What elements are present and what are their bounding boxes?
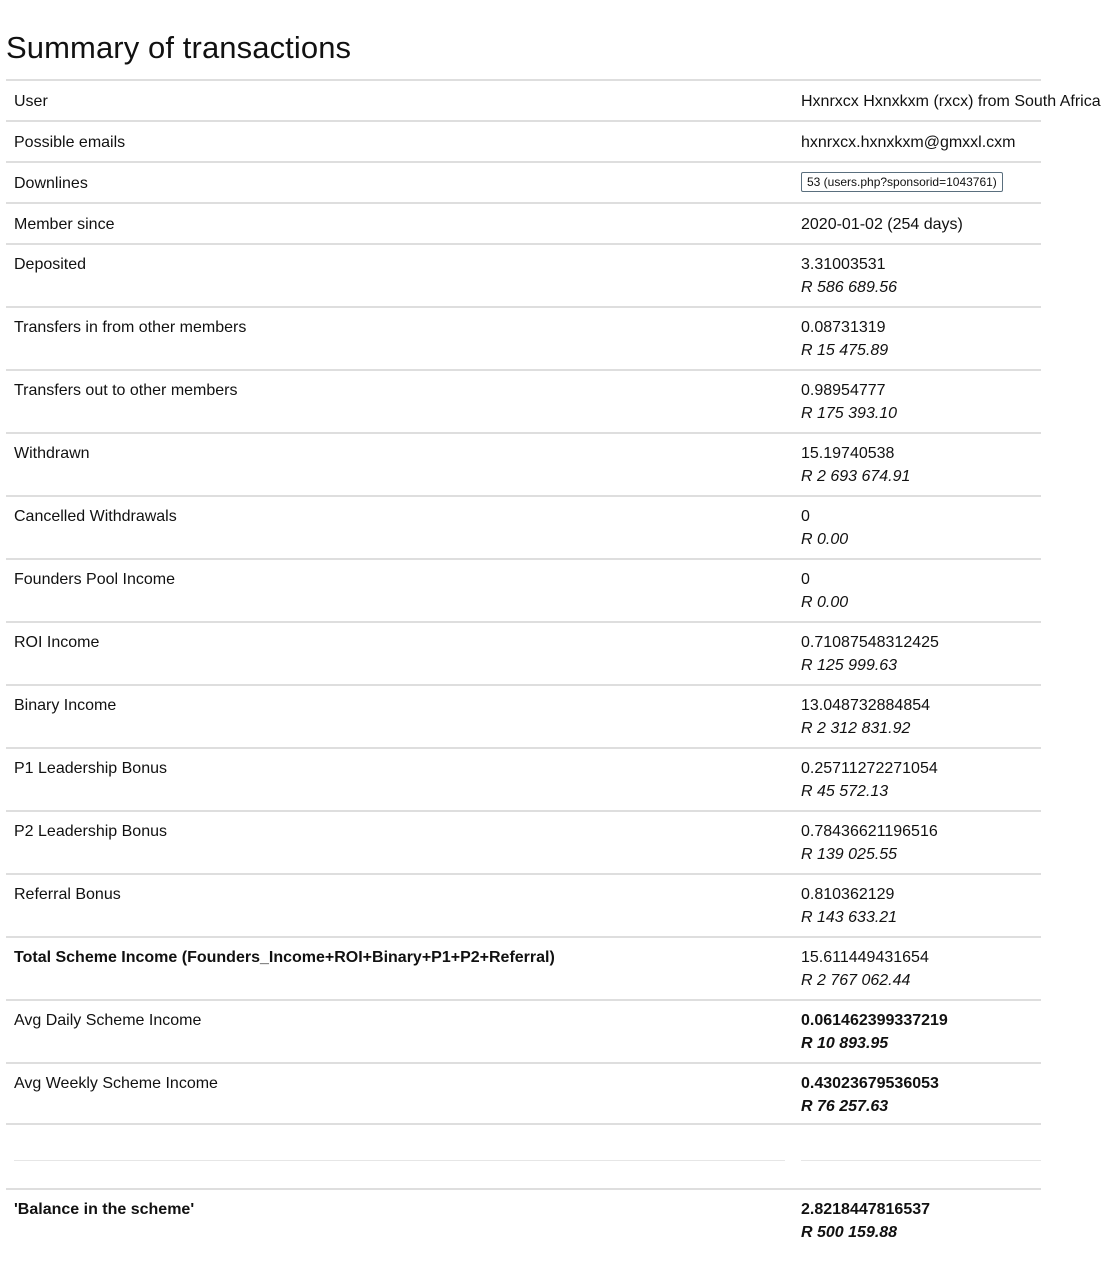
- row-binary-income: [6, 684, 1041, 747]
- row-balance: [6, 1188, 1041, 1251]
- btc-value: 0.43023679536053: [801, 1075, 939, 1092]
- balance-zar-value: R 500 159.88: [801, 1224, 898, 1241]
- user-label: User: [14, 93, 48, 110]
- balance-label: 'Balance in the scheme': [14, 1201, 195, 1218]
- row-label: Deposited: [14, 256, 87, 273]
- row-label: Transfers out to other members: [14, 382, 238, 399]
- zar-value: R 10 893.95: [801, 1035, 889, 1052]
- zar-value: R 175 393.10: [801, 405, 898, 422]
- btc-value: 15.611449431654: [801, 949, 929, 966]
- row-label: Binary Income: [14, 697, 117, 714]
- row-label: Cancelled Withdrawals: [14, 508, 177, 525]
- zar-value: R 45 572.13: [801, 783, 889, 800]
- btc-value: 0.061462399337219: [801, 1012, 948, 1029]
- user-value: Hxnrxcx Hxnxkxm (rxcx) from South Africa: [801, 93, 1101, 110]
- btc-value: 0.08731319: [801, 319, 886, 336]
- row-referral-bonus: [6, 873, 1041, 936]
- row-deposited: [6, 243, 1041, 306]
- btc-value: 0.78436621196516: [801, 823, 938, 840]
- row-label: Avg Weekly Scheme Income: [14, 1075, 218, 1092]
- summary-table: [6, 79, 1101, 1125]
- zar-value: R 143 633.21: [801, 909, 898, 926]
- row-label: Transfers in from other members: [14, 319, 247, 336]
- zar-value: R 125 999.63: [801, 657, 898, 674]
- row-label: P2 Leadership Bonus: [14, 823, 167, 840]
- emails-value: hxnrxcx.hxnxkxm@gmxxl.cxm: [801, 134, 1016, 151]
- balance-btc-value: 2.8218447816537: [801, 1201, 931, 1218]
- downlines-button[interactable]: 53 (users.php?sponsorid=1043761): [801, 172, 1003, 192]
- row-avg-weekly-income: [6, 1062, 1041, 1125]
- divider: [801, 1160, 1041, 1161]
- row-p1-leadership-bonus: [6, 747, 1041, 810]
- row-avg-daily-income: [6, 999, 1041, 1062]
- member-since-value: 2020-01-02 (254 days): [801, 216, 963, 233]
- btc-value: 0.25711272271054: [801, 760, 938, 777]
- row-user: [6, 79, 1101, 120]
- zar-value: R 15 475.89: [801, 342, 889, 359]
- row-emails: [6, 120, 1041, 161]
- zar-value: R 2 767 062.44: [801, 972, 911, 989]
- balance-table: [6, 1188, 1041, 1251]
- row-transfers-in: [6, 306, 1041, 369]
- btc-value: 3.31003531: [801, 256, 886, 273]
- zar-value: R 586 689.56: [801, 279, 898, 296]
- page-title: Summary of transactions: [6, 30, 352, 65]
- zar-value: R 0.00: [801, 594, 849, 611]
- row-cancelled-withdrawals: [6, 495, 1041, 558]
- row-p2-leadership-bonus: [6, 810, 1041, 873]
- row-transfers-out: [6, 369, 1041, 432]
- btc-value: 0.71087548312425: [801, 634, 939, 651]
- row-label: Total Scheme Income (Founders_Income+ROI+Binary+P1+P2+Referral): [14, 949, 555, 966]
- btc-value: 0: [801, 508, 810, 525]
- btc-value: 15.19740538: [801, 445, 895, 462]
- zar-value: R 2 312 831.92: [801, 720, 911, 737]
- zar-value: R 139 025.55: [801, 846, 898, 863]
- row-label: Founders Pool Income: [14, 571, 175, 588]
- member-since-label: Member since: [14, 216, 115, 233]
- row-label: Referral Bonus: [14, 886, 121, 903]
- row-downlines: [6, 161, 1041, 202]
- zar-value: R 2 693 674.91: [801, 468, 911, 485]
- btc-value: 0: [801, 571, 810, 588]
- row-label: ROI Income: [14, 634, 100, 651]
- row-founders-pool-income: [6, 558, 1041, 621]
- row-withdrawn: [6, 432, 1041, 495]
- row-label: Avg Daily Scheme Income: [14, 1012, 202, 1029]
- downlines-label: Downlines: [14, 175, 88, 192]
- row-roi-income: [6, 621, 1041, 684]
- divider: [14, 1160, 785, 1161]
- zar-value: R 0.00: [801, 531, 849, 548]
- emails-label: Possible emails: [14, 134, 126, 151]
- row-total-scheme-income: [6, 936, 1041, 999]
- row-label: Withdrawn: [14, 445, 90, 462]
- row-member-since: [6, 202, 1041, 243]
- btc-value: 0.810362129: [801, 886, 895, 903]
- btc-value: 0.98954777: [801, 382, 886, 399]
- zar-value: R 76 257.63: [801, 1098, 889, 1115]
- row-label: P1 Leadership Bonus: [14, 760, 167, 777]
- btc-value: 13.048732884854: [801, 697, 931, 714]
